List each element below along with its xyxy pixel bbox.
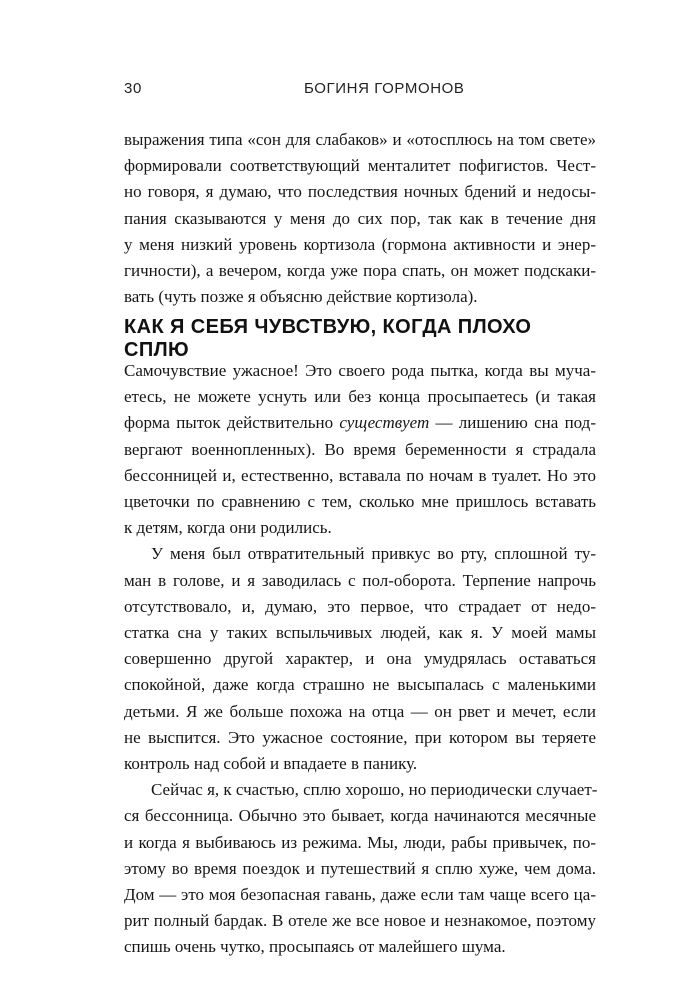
text-line: контроль над собой и впадаете в панику. [124, 754, 418, 774]
text-line: детьми. Я же больше похожа на отца — он рвет и мечет, если [124, 701, 596, 721]
text-line: формировали соответствующий менталитет пофигистов. Чест- [124, 156, 596, 176]
text-line: этому во время поездок и путешествий я сплю хуже, чем дома. [124, 858, 596, 878]
text-line: гичности), а вечером, когда уже пора спать, он может подскаки- [124, 261, 596, 281]
text-line: вергают военнопленных). Во время беременности я страдала [124, 439, 596, 459]
text-line: Дом — это моя безопасная гавань, даже если там чаще всего ца- [124, 885, 596, 905]
text-line: вать (чуть позже я объясню действие кортизола). [124, 287, 478, 307]
running-head [124, 80, 596, 102]
text-line: ся бессонница. Обычно это бывает, когда начинаются месячные [124, 806, 596, 826]
text-block-top [124, 127, 596, 310]
text-line: у меня низкий уровень кортизола (гормона активности и энер- [124, 234, 596, 254]
text-line: Сейчас я, к счастью, сплю хорошо, но периодически случает- [151, 780, 598, 800]
text-span: — лишению сна под- [429, 413, 596, 433]
text-line [124, 410, 596, 436]
emphasized-word: существует [339, 413, 430, 433]
section-heading: КАК Я СЕБЯ ЧУВСТВУЮ, КОГДА ПЛОХО СПЛЮ [124, 316, 532, 361]
text-line: етесь, не можете уснуть или без конца просыпаетесь (и такая [124, 387, 596, 407]
text-span: форма пыток действительно [124, 413, 340, 433]
text-line: ман в голове, и я заводилась с пол-оборота. Терпение напрочь [124, 570, 596, 590]
text-line: спишь очень чутко, просыпаясь от малейшего шума. [124, 937, 506, 957]
paragraph-intro [124, 127, 596, 310]
text-line: рит полный бардак. В отеле же все новое и незнакомое, поэтому [124, 911, 596, 931]
book-title: БОГИНЯ ГОРМОНОВ [304, 80, 465, 97]
paragraph-symptoms [124, 541, 596, 777]
text-line: Самочувствие ужасное! Это своего рода пытка, когда вы муча- [124, 361, 596, 380]
text-block-section [124, 358, 596, 961]
paragraph-feeling [124, 358, 596, 541]
text-line: бессонницей и, естественно, вставала по ночам в туалет. Но это [124, 465, 596, 485]
text-line: У меня был отвратительный привкус во рту, сплошной ту- [151, 544, 596, 564]
text-line: спокойной, даже когда страшно не высыпалась с маленькими [124, 675, 596, 695]
text-line: и когда я выбиваюсь из режима. Мы, люди, рабы привычек, по- [124, 832, 596, 852]
text-line: но говоря, я думаю, что последствия ночных бдений и недосы- [124, 182, 596, 202]
text-line: статка сна у таких вспыльчивых людей, как я. У моей мамы [124, 623, 596, 643]
page-number: 30 [124, 80, 142, 97]
text-line: цветочки по сравнению с тем, сколько мне пришлось вставать [124, 492, 596, 512]
text-line: не выспится. Это ужасное состояние, при котором вы теряете [124, 727, 596, 747]
paragraph-now [124, 777, 596, 960]
text-line: к детям, когда они родились. [124, 518, 332, 538]
text-line: пания сказываются у меня до сих пор, так как в течение дня [124, 208, 596, 228]
text-line: выражения типа «сон для слабаков» и «отосплюсь на том свете» [124, 130, 596, 149]
text-line: совершенно другой характер, и она умудрялась оставаться [124, 649, 596, 669]
text-line: отсутствовало, и, думаю, это первое, что страдает от недо- [124, 596, 596, 616]
